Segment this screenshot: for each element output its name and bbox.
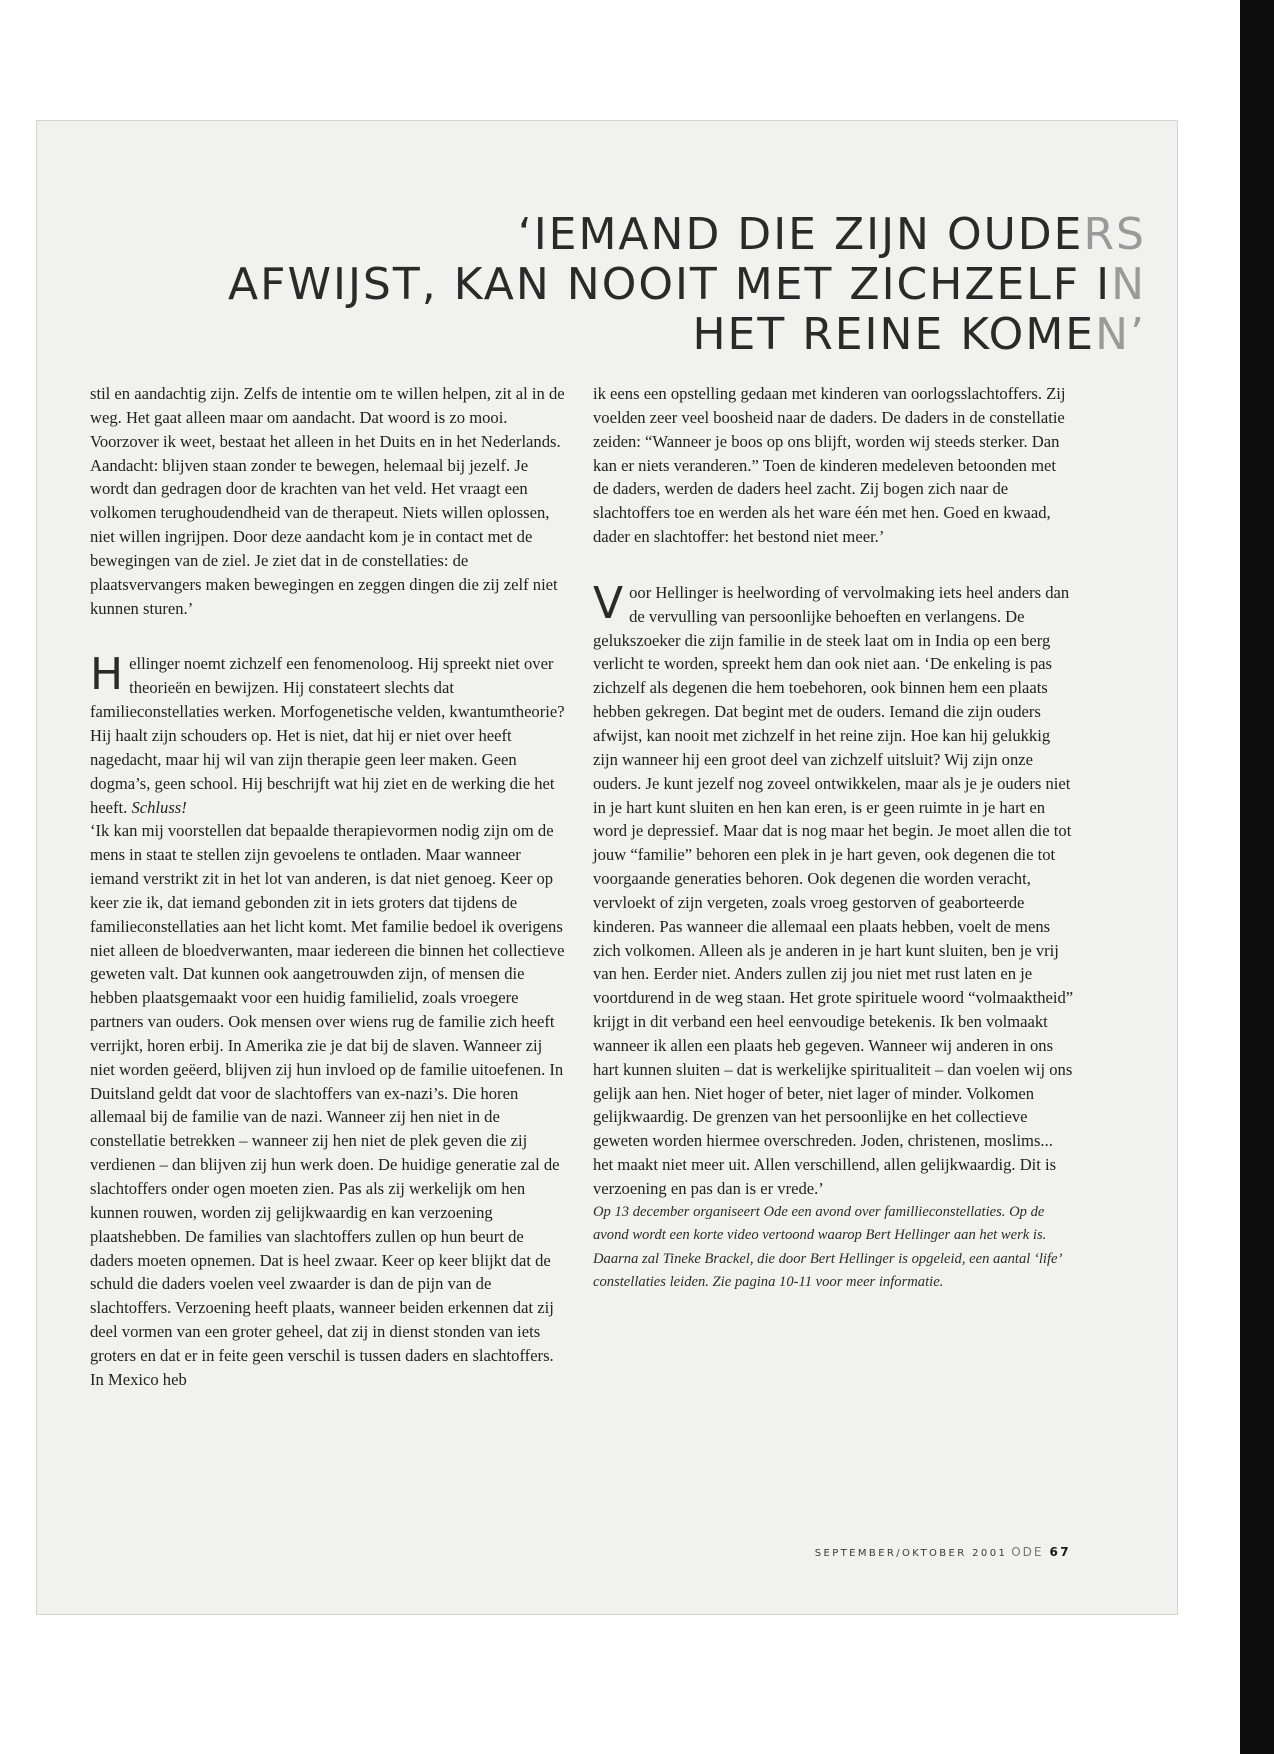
dropcap-v: V <box>593 577 624 629</box>
footer-issue: SEPTEMBER/OKTOBER 2001 <box>814 1548 1008 1559</box>
left-paragraph-1: stil en aandachtig zijn. Zelfs de intentie om te willen helpen, zit al in de weg. Het gaat alleen maar om aandacht. Dat woord is zo mooi. Voorzover ik weet, bestaat het alleen in het Duits en in het Nederlands. Aandacht: blijven staan zonder te bewegen, helemaal bij jezelf. Je wordt dan gedragen door de krachten van het veld. Het vraagt een volkomen terughoudendheid van de therapeut. Niets willen oplossen, niet willen ingrijpen. Door deze aandacht kom je in contact met de bewegingen van de ziel. Je ziet dat in de constellaties: de plaatsvervangers maken bewegingen en zeggen dingen die zij zelf niet kunnen sturen.’ <box>90 384 565 618</box>
headline-line-3: HET REINE KOMEN’ <box>692 309 1146 360</box>
event-note: Op 13 december organiseert Ode een avond over famillieconstellaties. Op de avond wordt een korte video vertoond waarop Bert Hellinger aan het werk is. Daarna zal Tineke Brackel, die door Bert Hellinger is opgeleid, een aantal ‘life’ constellaties leiden. Zie pagina 10-11 voor meer informatie. <box>593 1203 1061 1291</box>
page-footer <box>815 1545 1071 1559</box>
left-paragraph-3: ‘Ik kan mij voorstellen dat bepaalde therapievormen nodig zijn om de mens in staat te stellen zijn gevoelens te ontladen. Maar wanneer iemand verstrikt zit in het lot van anderen, is dat niet genoeg. Keer op keer zie ik, dat iemand gebonden zit in iets groters dat tijdens de familieconstellaties aan het licht komt. Met familie bedoel ik overigens niet alleen de bloedverwanten, maar iedereen die binnen het collectieve geweten valt. Dat kunnen ook aangetrouwden zijn, of mensen die hebben plaatsgemaakt voor een huidig familielid, zoals vroegere partners van ouders. Ook mensen over wiens rug de familie zich heeft verrijkt, horen erbij. In Amerika zie je dat bij de slaven. Wanneer zij niet worden geëerd, blijven zij hun invloed op de familie uitoefenen. In Duitsland geldt dat voor de slachtoffers van ex-nazi’s. Die horen allemaal bij de familie van de nazi. Wanneer zij hen niet in de constellatie betrekken – wanneer zij hen niet de plek geven die zij verdienen – dan blijven zij hun werk doen. De huidige generatie zal de slachtoffers onder ogen moeten zien. Pas als zij werkelijk om hen kunnen rouwen, worden zij gelijkwaardig en kan verzoening plaatshebben. De families van slachtoffers zullen op hun beurt de daders moeten opnemen. Dat is heel zwaar. Keer op keer blijkt dat de schuld die daders voelen veel zwaarder is dan de pijn van de slachtoffers. Verzoening heeft plaats, wanneer beiden erkennen dat zij deel vormen van een groter geheel, dat zij in dienst stonden van iets groters en dat er in feite geen verschil is tussen daders en slachtoffers. In Mexico heb <box>90 821 565 1389</box>
right-paragraph-1: ik eens een opstelling gedaan met kinderen van oorlogsslachtoffers. Zij voelden zeer veel boosheid naar de daders. De daders in de constellatie zeiden: “Wanneer je boos op ons blijft, worden wij steeds sterker. Dan kan er niets veranderen.” Toen de kinderen medeleven betoonden met de daders, werden de daders heel zacht. Zij bogen zich naar de slachtoffers toe en werden als het ware één met hen. Goed en kwaad, dader en slachtoffer: het bestond niet meer.’ <box>593 384 1066 547</box>
right-paragraph-2: Voor Hellinger is heelwording of vervolmaking iets heel anders dan de vervulling van persoonlijke behoeften en verlangens. De gelukszoeker die zijn familie in de steek laat om in India op een berg verlicht te worden, spreekt hem dan ook niet aan. ‘De enkeling is pas zichzelf als degenen die hem toebehoren, ook binnen hem een plaats hebben gekregen. Dat begint met de ouders. Iemand die zijn ouders afwijst, kan nooit met zichzelf in het reine zijn. Hoe kan hij gelukkig zijn wanneer hij een groot deel van zichzelf uitsluit? Wij zijn onze ouders. Je kunt jezelf nog zoveel ontwikkelen, maar als je je ouders niet in je hart kunt sluiten en hen kan eren, is er geen ruimte in je hart en word je depressief. Maar dat is nog maar het begin. Je moet allen die tot jouw “familie” behoren een plek in je hart geven, ook degenen die tot voorgaande generaties behoren. Ook degenen die worden veracht, vervloekt of zijn vergeten, zoals vroeg gestorven of geaborteerde kinderen. Pas wanneer die allemaal een plaats hebben, voelt de mens zich volkomen. Alleen als je anderen in je hart kunt sluiten, ben je vrij van hen. Eerder niet. Anders zullen zij jou niet met rust laten en je voortdurend in de weg staan. Het grote spirituele woord “volmaaktheid” krijgt in dit verband een heel eenvoudige betekenis. Ik ben volmaakt wanneer ik allen een plaats heb gegeven. Wanneer wij anderen in ons hart kunnen sluiten – dat is werkelijke spiritualiteit – dan voelen wij ons gelijk aan hen. Niet hoger of beter, niet lager of minder. Volkomen gelijkwaardig. De grenzen van het persoonlijke en het collectieve geweten worden hiermee overschreden. Joden, christenen, moslims... het maakt niet meer uit. Allen verschillend, allen gelijkwaardig. Dit is verzoening en pas dan is er vrede.’ <box>593 577 1074 1198</box>
left-paragraph-2: Hellinger noemt zichzelf een fenomenoloog. Hij spreekt niet over theorieën en bewijzen. Hij constateert slechts dat familieconstellaties werken. Morfogenetische velden, kwantumtheorie? Hij haalt zijn schouders op. Het is niet, dat hij er niet over heeft nagedacht, maar hij wil van zijn therapie geen leer maken. Geen dogma’s, geen school. Hij beschrijft wat hij ziet en de werking die het heeft. Schluss! <box>90 649 565 817</box>
page-number: 67 <box>1049 1545 1071 1559</box>
scan-edge <box>1240 0 1274 1754</box>
dropcap-h: H <box>90 649 124 701</box>
right-column <box>593 382 1075 1295</box>
headline-line-2: AFWIJST, KAN NOOIT MET ZICHZELF IN <box>228 259 1146 310</box>
footer-brand: ODE <box>1011 1545 1044 1559</box>
headline-line-1: ‘IEMAND DIE ZIJN OUDERS <box>517 209 1146 260</box>
headline <box>228 210 1146 360</box>
left-column <box>90 382 568 1392</box>
schluss-italic: Schluss! <box>131 797 187 817</box>
